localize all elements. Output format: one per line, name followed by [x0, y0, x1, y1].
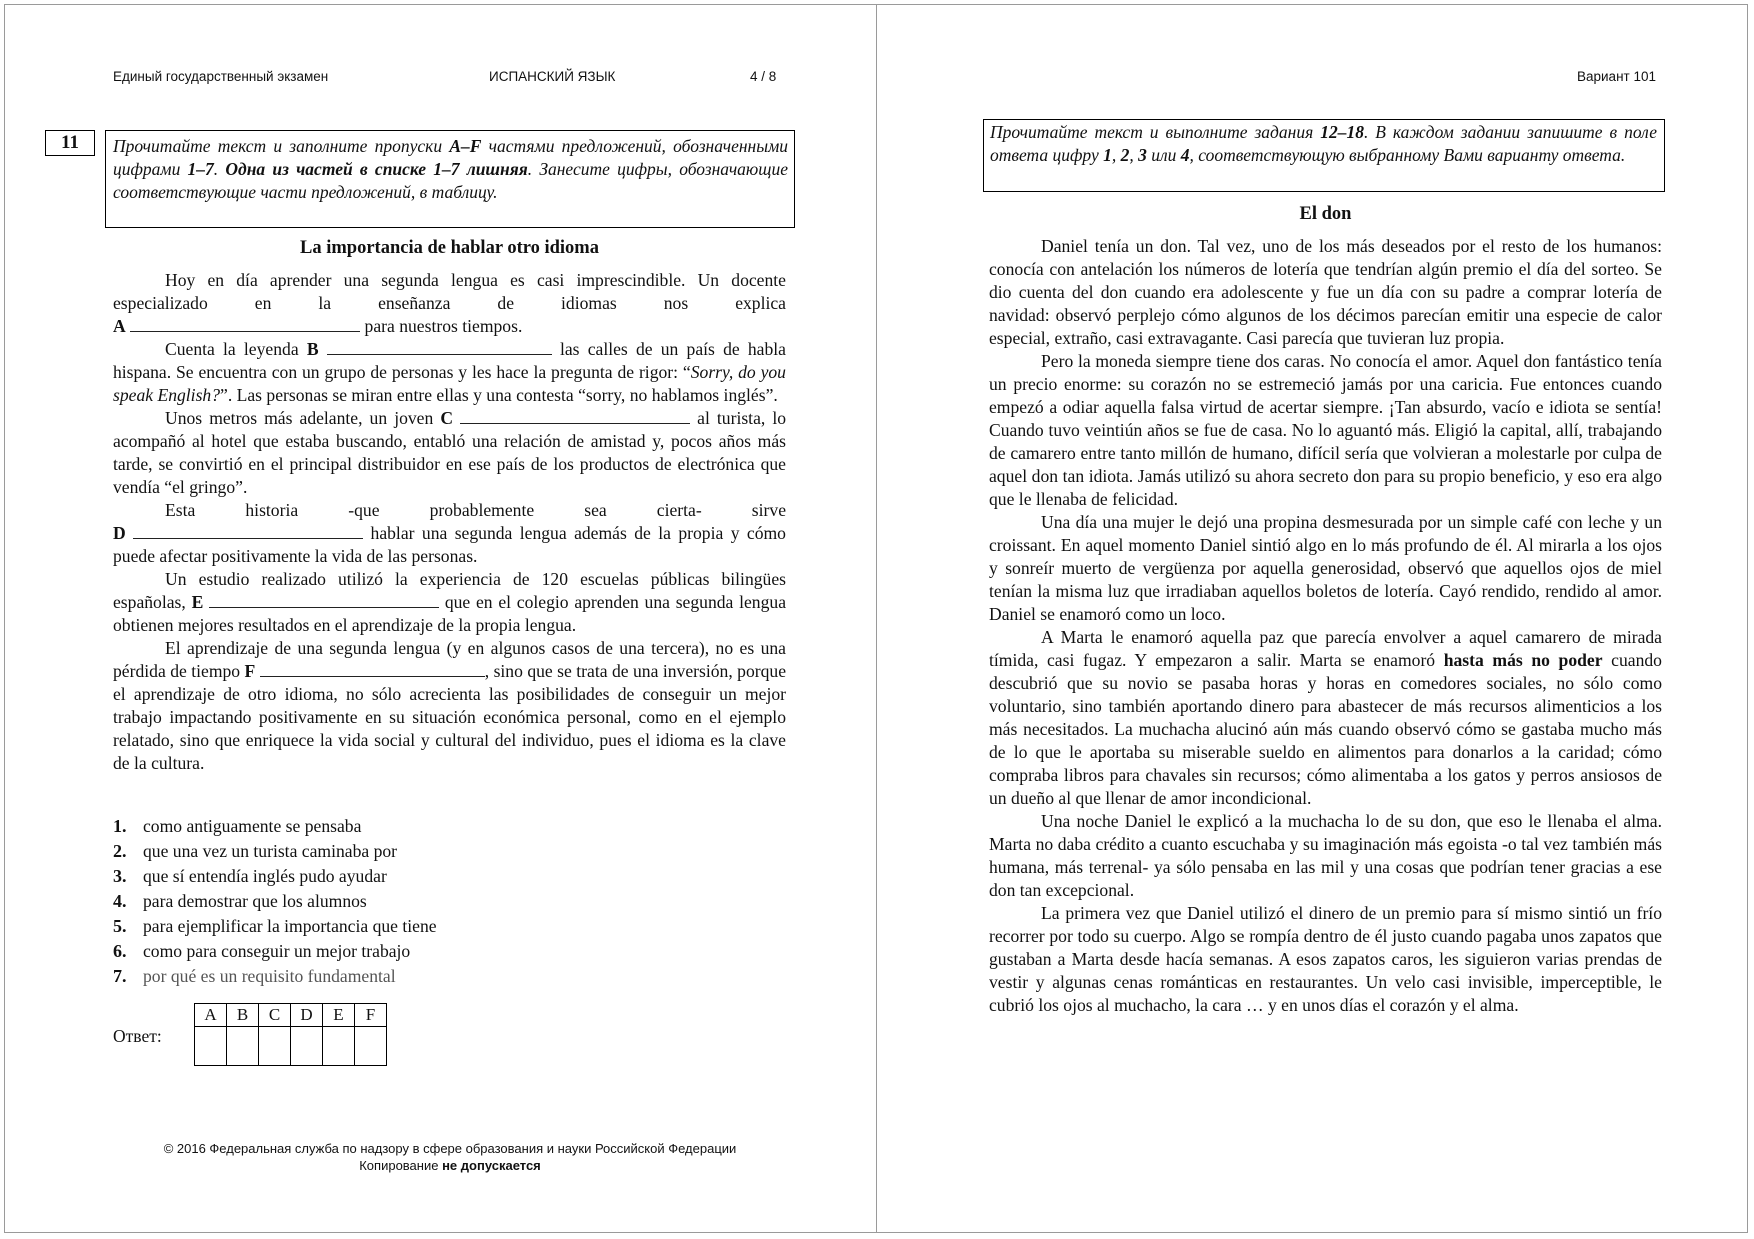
gap-e-blank: [209, 592, 439, 608]
footer-copy-notice: Копирование не допускается: [359, 1158, 541, 1173]
gap-b-blank: [327, 339, 552, 355]
answer-cell-f[interactable]: [355, 1027, 387, 1066]
paragraph-4-start: Esta historia -que probablemente sea cierta- sirve: [165, 500, 786, 520]
header-exam-title: Единый государственный экзамен: [113, 69, 329, 84]
task11-text-body: [113, 269, 786, 775]
list-item: 1. como antiguamente se pensaba: [113, 816, 362, 836]
story-paragraph-4: A Marta le enamoró aquella paz que parecía envolver a aquel camarero de mirada tímida, casi fugaz. Y empezaron a salir. Marta se enamoró hasta más no poder cuando descubrió que su novio se pasaba horas y horas en comedores sociales, no sólo como voluntario, sino también aportando dinero para abastecer de más recursos alimenticios a los más necesitados. La muchacha alucinó aún más cuando observó cómo se gastaba mucho más de lo que le aportaba su miserable sueldo en alimentos para donarlos a la caridad; cómo compraba libros para chavales sin recursos; cómo alimentaba a los gatos y perros ansiosos de un dueño al que llenar de amor incondicional.: [989, 627, 1662, 808]
header-page-number: 4 / 8: [750, 69, 777, 84]
gap-label-c: C: [440, 408, 454, 428]
story-paragraph-2: Pero la moneda siempre tiene dos caras. No conocía el amor. Aquel don fantástico tenía un precio enorme: su corazón no se estremeció jamás por una caricia. Fue entonces cuando empezó a odiar aquella falsa virtud de acertar siempre. ¡Tan absurdo, vacío e idiota se sentía! Cuando tuvo veintiún años se fue de casa. No lo aguantó más. Eligió la capital, allí, trabajando de camarero entre tanto millón de humano, difícil sería que volvieran a molestarle por culpa de aquel don tan idiota. Jamás utilizó su ahora secreto don para su propio beneficio, y eso era algo que le llenaba de felicidad.: [989, 351, 1662, 509]
paragraph-2: Cuenta la leyenda B las calles de un país de habla hispana. Se encuentra con un grupo de personas y les hace la pregunta de rigor: “Sorry, do you speak English?”. Las personas se miran entre ellas y una contesta “sorry, no hablamos inglés”.: [113, 339, 786, 405]
gap-label-d: D: [113, 523, 126, 543]
answer-cell-c[interactable]: [259, 1027, 291, 1066]
answer-header-e: E: [323, 1004, 355, 1027]
story-paragraph-3: Una día una mujer le dejó una propina desmesurada por un simple café con leche y un croissant. En aquel momento Daniel sintió algo en lo más profundo de él. Al mirarla a los ojos y sonreír muerto de vergüenza por aquella generosidad, observó que aquellos ojos de miel tenían la misma luz que irradiaban aquellos boletos de lotería. Cayó rendido, rendido al amor. Daniel se enamoró como un loco.: [989, 512, 1662, 624]
answer-label: Ответ:: [113, 1026, 162, 1046]
gap-label-b: B: [306, 339, 319, 359]
task11-text-title: La importancia de hablar otro idioma: [300, 238, 599, 258]
task12-text-title: El don: [1299, 204, 1352, 224]
header-variant: Вариант 101: [1577, 69, 1656, 84]
task12-instructions: Прочитайте текст и выполните задания 12–18. В каждом задании запишите в поле ответа цифру 1, 2, 3 или 4, соответствующую выбранному Вами варианту ответа.: [983, 119, 1665, 192]
list-item: 4. para demostrar que los alumnos: [113, 891, 367, 911]
answer-cell-a[interactable]: [195, 1027, 227, 1066]
header-subject: ИСПАНСКИЙ ЯЗЫК: [489, 69, 616, 84]
paragraph-5: Un estudio realizado utilizó la experiencia de 120 escuelas públicas bilingües españolas, E que en el colegio aprenden una segunda lengua obtienen mejores resultados en el aprendizaje de la propia lengua.: [113, 569, 787, 635]
options-list: [113, 814, 753, 989]
list-item: 3. que sí entendía inglés pudo ayudar: [113, 866, 387, 886]
task11-instructions: Прочитайте текст и заполните пропуски A–F частями предложений, обозначенными цифрами 1–7. Одна из частей в списке 1–7 лишняя. Занесите цифры, обозначающие соответствующие части предложений, в таблицу.: [105, 130, 795, 228]
paragraph-3: Unos metros más adelante, un joven C al turista, lo acompañó al hotel que estaba buscando, entabló una relación de amistad y, pocos años más tarde, se convirtió en el principal distribuidor en ese país de los productos de electrónica que vendía “el gringo”.: [113, 408, 787, 497]
list-item: 2. que una vez un turista caminaba por: [113, 841, 398, 861]
gap-f-blank: [260, 661, 485, 677]
list-item: 7. por qué es un requisito fundamental: [113, 966, 396, 986]
paragraph-4-end: D hablar una segunda lengua además de la propia y cómo puede afectar positivamente la vida de las personas.: [113, 523, 786, 566]
answer-header-b: B: [227, 1004, 259, 1027]
answer-header-a: A: [195, 1004, 227, 1027]
paragraph-1-end: A para nuestros tiempos.: [113, 316, 523, 336]
footer-copyright: © 2016 Федеральная служба по надзору в сфере образования и науки Российской Федерации: [163, 1141, 737, 1156]
paragraph-1-start: Hoy en día aprender una segunda lengua es casi imprescindible. Un docente especializado en la enseñanza de idiomas nos explica: [113, 270, 786, 313]
list-item: 6. como para conseguir un mejor trabajo: [113, 941, 411, 961]
gap-label-f: F: [244, 661, 256, 681]
list-item: 5. para ejemplificar la importancia que tiene: [113, 916, 437, 936]
story-paragraph-5: Una noche Daniel le explicó a la muchacha lo de su don, que eso le llenaba el alma. Marta no daba crédito a cuanto escuchaba y su imaginación más egoista -o tal vez también más humana, más terrenal- ya sólo pensaba en las mil y una cosas que podrían tener gracias a ese don tan excepcional.: [989, 811, 1662, 900]
answer-cell-e[interactable]: [323, 1027, 355, 1066]
answer-header-f: F: [355, 1004, 387, 1027]
answer-header-d: D: [291, 1004, 323, 1027]
gap-label-e: E: [191, 592, 204, 612]
story-paragraph-6: La primera vez que Daniel utilizó el dinero de un premio para sí mismo sintió un frío recorrer por todo su cuerpo. Algo se rompía dentro de él justo cuando pagaba unos zapatos que gustaban a Marta desde hacía semanas. A esos zapatos caros, les siguieron varias prendas de vestir y algunas cenas románticas en restaurantes. Un velo casi invisible, imperceptible, le cubrió los ojos al muchacho, la cara … y en unos días el corazón y el alma.: [989, 903, 1662, 1015]
answer-cell-b[interactable]: [227, 1027, 259, 1066]
story-paragraph-1: Daniel tenía un don. Tal vez, uno de los más deseados por el resto de los humanos: conocía con antelación los números de lotería que tendrían algún premio el día del sorteo. Se dio cuenta del don cuando era adolescente y fue un día con su padre a comprar lotería de navidad: observó perplejo cómo algunos de los décimos parecían emitir una especie de calor especial, extraño, casi extravagante. Casi parecía que tuvieran luz propia.: [989, 236, 1662, 348]
paragraph-6: El aprendizaje de una segunda lengua (y en algunos casos de una tercera), no es una pérdida de tiempo F , sino que se trata de una inversión, porque el aprendizaje de otro idioma, no sólo acrecienta las posibilidades de conseguir un mejor trabajo impactando positivamente en su situación económica personal, como en el ejemplo relatado, sino que enriquece la vida social y cultural del individuo, pues el idioma es la clave de la cultura.: [113, 638, 787, 773]
page-divider: [876, 4, 877, 1233]
answer-cell-d[interactable]: [291, 1027, 323, 1066]
answer-header-c: C: [259, 1004, 291, 1027]
gap-c-blank: [460, 408, 690, 424]
answer-table: [194, 1003, 387, 1066]
task12-text-body: [989, 235, 1662, 1017]
gap-a-blank: [130, 316, 360, 332]
gap-label-a: A: [113, 316, 126, 336]
gap-d-blank: [133, 523, 363, 539]
task-number-box: 11: [45, 130, 95, 156]
